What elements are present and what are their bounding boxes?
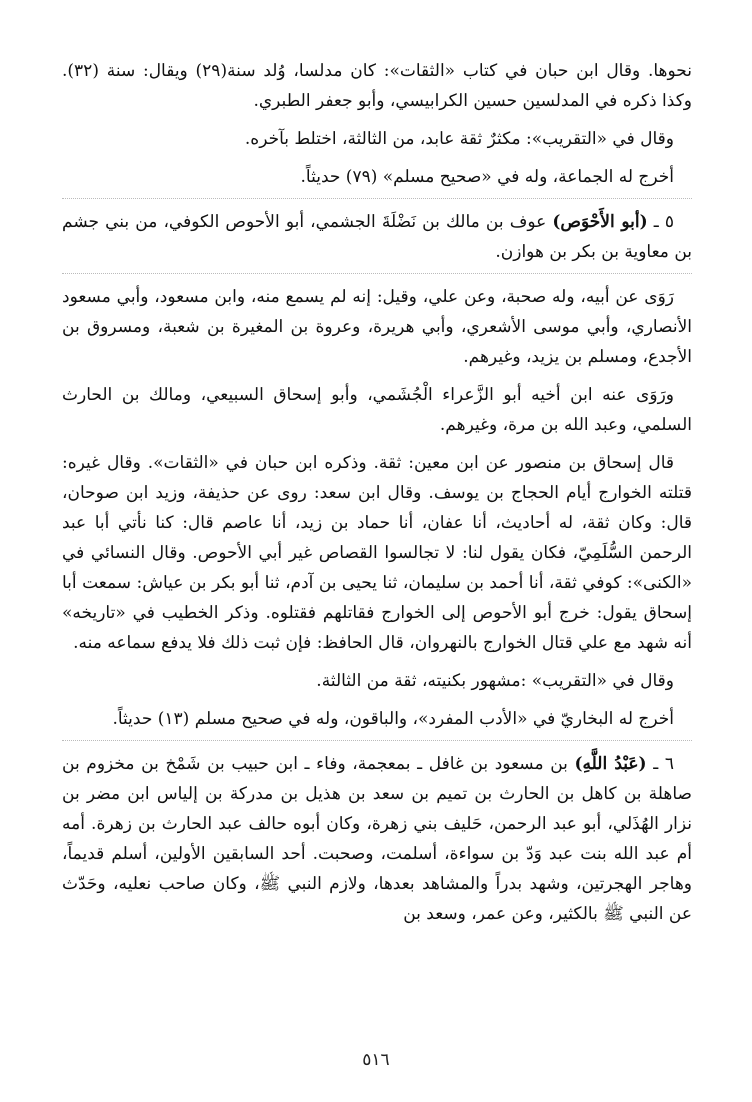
paragraph-1 xyxy=(62,56,692,116)
paragraph-7 xyxy=(62,448,692,658)
entry-5-name: (أبو الأَحْوَص) xyxy=(552,212,648,232)
paragraph-9 xyxy=(62,704,692,741)
entry-5 xyxy=(62,207,692,274)
entry-6-number: ٦ ـ xyxy=(653,754,674,774)
paragraph-5-text: رَوَى عن أبيه، وله صحبة، وعن علي، وقيل: إنه لم يسمع منه، وابن مسعود، وأبي مسعود الأنصاري، وأبي موسى الأشعري، وأبي هريرة، وعروة بن المغيرة بن شعبة، ومسروق بن الأجدع، ومسلم بن يزيد، وغيرهم. xyxy=(62,287,692,367)
paragraph-2 xyxy=(62,124,692,154)
paragraph-8 xyxy=(62,666,692,696)
paragraph-6 xyxy=(62,380,692,440)
entry-6 xyxy=(62,749,692,929)
paragraph-3 xyxy=(62,162,692,199)
entry-5-text: عوف بن مالك بن نَضْلَةَ الجشمي، أبو الأحوص الكوفي، من بني جشم بن معاوية بن بكر بن هوازن. xyxy=(62,212,692,262)
entry-5-number: ٥ ـ xyxy=(653,212,675,232)
paragraph-5 xyxy=(62,282,692,372)
page-number: ٥١٦ xyxy=(362,1050,390,1070)
page-body xyxy=(62,56,692,929)
entry-6-text: بن مسعود بن غافل ـ بمعجمة، وفاء ـ ابن حبيب بن شَمْخ بن مخزوم بن صاهلة بن كاهل بن الحارث بن تميم بن سعد بن هذيل بن مدركة بن إلياس ابن مضر بن نزار الهُذَلي، أبو عبد الرحمن، حَليف بني زهرة، وكان أبوه حالف عبد الحارث بن زهرة. أمه أم عبد الله بنت عبد وَدّ بن سواءة، أسلمت، وصحبت. أحد السابقين الأولين، أسلم قديماً، وهاجر الهجرتين، وشهد بدراً والمشاهد بعدها، ولازم النبي ﷺ، وكان صاحب نعليه، وحَدّث عن النبي ﷺ بالكثير، وعن عمر، وسعد بن xyxy=(62,754,692,924)
paragraph-6-text: ورَوَى عنه ابن أخيه أبو الزَّعراء الْجُشَمي، وأبو إسحاق السبيعي، ومالك بن الحارث السلمي، وعبد الله بن مرة، وغيرهم. xyxy=(62,385,692,435)
entry-6-name: (عَبْدُ اللَّهِ) xyxy=(574,754,647,774)
paragraph-3-text: أخرج له الجماعة، وله في «صحيح مسلم» (٧٩) حديثاً. xyxy=(300,167,674,187)
paragraph-1-text: نحوها. وقال ابن حبان في كتاب «الثقات»: كان مدلسا، وُلد سنة(٢٩) ويقال: سنة (٣٢). وكذا ذكره في المدلسين حسين الكرابيسي، وأبو جعفر الطبري. xyxy=(62,61,692,111)
paragraph-9-text: أخرج له البخاريّ في «الأدب المفرد»، والباقون، وله في صحيح مسلم (١٣) حديثاً. xyxy=(112,709,674,729)
paragraph-8-text: وقال في «التقريب» :مشهور بكنيته، ثقة من الثالثة. xyxy=(316,671,674,691)
paragraph-7-text: قال إسحاق بن منصور عن ابن معين: ثقة. وذكره ابن حبان في «الثقات». وقال غيره: قتلته الخوارج أيام الحجاج بن يوسف. وقال ابن سعد: روى عن حذيفة، وزيد ابن صوحان، قال: وكان ثقة، له أحاديث، أنا عفان، أنا حماد بن زيد، أنا عاصم قال: كنا نأتي أبا عبد الرحمن السُّلَمِيّ، فكان يقول لنا: لا تجالسوا القصاص غير أبي الأحوص. وقال النسائي في «الكنى»: كوفي ثقة، أنا أحمد بن سليمان، ثنا يحيى بن آدم، ثنا أبو بكر بن عياش: سمعت أبا إسحاق يقول: خرج أبو الأحوص إلى الخوارج فقاتلهم فقتلوه. وذكر الخطيب في «تاريخه» أنه شهد مع علي قتال الخوارج بالنهروان، قال الحافظ: فإن ثبت ذلك فلا يدفع سماعه منه. xyxy=(62,453,692,653)
paragraph-2-text: وقال في «التقريب»: مكثرٌ ثقة عابد، من الثالثة، اختلط بآخره. xyxy=(244,129,674,149)
